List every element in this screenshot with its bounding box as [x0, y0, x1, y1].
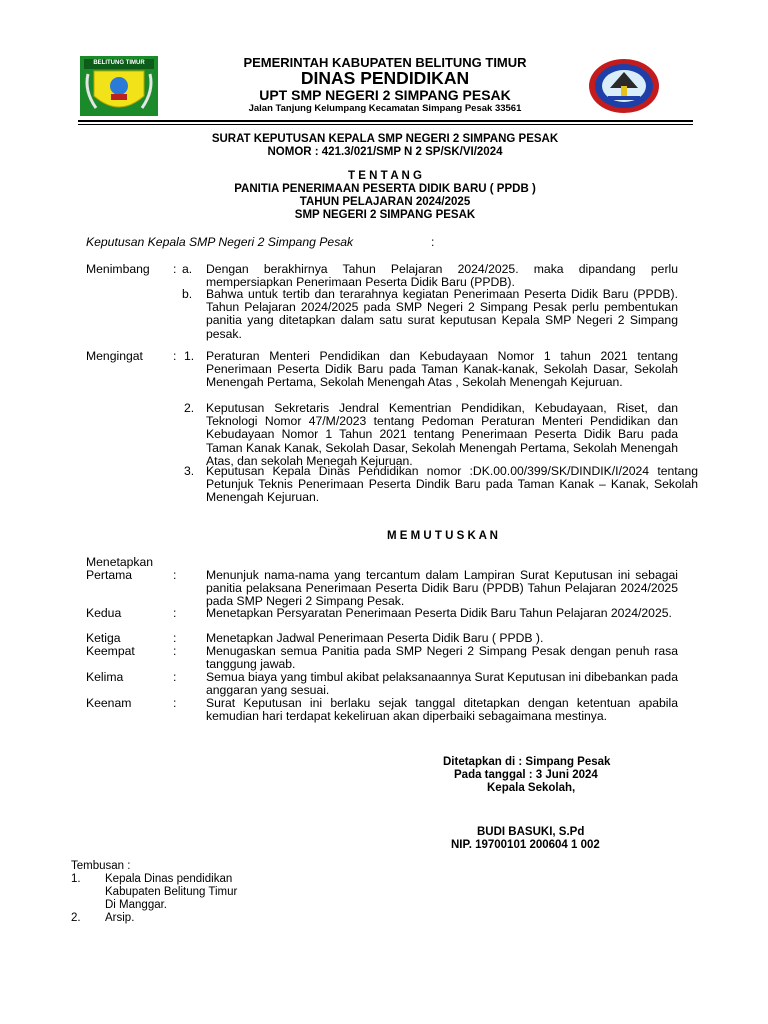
mengingat-1-num: 1. — [184, 349, 195, 363]
letterhead-rule-thin — [78, 124, 693, 125]
tembusan-1-line-2: Kabupaten Belitung Timur — [105, 886, 238, 898]
signature-date: Pada tanggal : 3 Juni 2024 — [454, 769, 598, 781]
intro-text: Keputusan Kepala SMP Negeri 2 Simpang Pesak — [86, 235, 354, 249]
mengingat-label: Mengingat — [86, 349, 143, 363]
kedua-colon: : — [173, 606, 177, 620]
tentang-heading: T E N T A N G — [348, 170, 422, 182]
pertama-text: Menunjuk nama-nama yang tercantum dalam Lampiran Surat Keputusan ini sebagai panitia pelaksana Penerimaan Peserta Didik Baru (PPDB) Tahun Pelajaran 2024/2025 pada SMP Negeri 2 Simpang Pesak. — [206, 568, 678, 609]
menimbang-colon: : — [173, 262, 177, 276]
pertama-label: Pertama — [86, 568, 133, 582]
signature-name: BUDI BASUKI, S.Pd — [477, 826, 585, 838]
tembusan-1-line-3: Di Manggar. — [105, 899, 168, 911]
keenam-label: Keenam — [86, 696, 132, 710]
subject-line-3: SMP NEGERI 2 SIMPANG PESAK — [294, 209, 476, 221]
keempat-label: Keempat — [86, 644, 135, 658]
mengingat-2-num: 2. — [184, 401, 195, 415]
letterhead-address: Jalan Tanjung Kelumpang Kecamatan Simpang Pesak 33561 — [248, 103, 522, 114]
ketiga-colon: : — [173, 631, 177, 645]
kedua-label: Kedua — [86, 606, 122, 620]
tembusan-2-num: 2. — [71, 912, 81, 924]
menimbang-b-text: Bahwa untuk tertib dan terarahnya kegiatan Penerimaan Peserta Didik Baru (PPDB). Tahun Pelajaran 2024/2025 pada SMP Negeri 2 Simpang Pesak perlu pembentukan panitia yang ditetapkan dalam satu surat keputusan Kepala SMP Negeri 2 Simpang pesak. — [206, 287, 678, 341]
mengingat-3-text: Keputusan Kepala Dinas Pendidikan nomor :DK.00.00/399/SK/DINDIK/I/2024 tentang Petunjuk Teknis Penerimaan Peserta Dindik Baru pada Taman Kanak – Kanak, Sekolah Menengah Kejuruan. — [206, 464, 698, 505]
ketiga-label: Ketiga — [86, 631, 121, 645]
keempat-colon: : — [173, 644, 177, 658]
tembusan-1-line-1: Kepala Dinas pendidikan — [105, 873, 233, 885]
subject-line-1: PANITIA PENERIMAAN PESERTA DIDIK BARU ( PPDB ) — [234, 183, 536, 195]
mengingat-3-num: 3. — [184, 464, 195, 478]
tembusan-label: Tembusan : — [71, 860, 131, 872]
menimbang-a-text: Dengan berakhirnya Tahun Pelajaran 2024/2025. maka dipandang perlu mempersiapkan Penerimaan Peserta Didik Baru (PPDB). — [206, 262, 678, 290]
left-logo-text: BELITUNG TIMUR — [93, 60, 145, 66]
menimbang-label: Menimbang — [86, 262, 150, 276]
left-logo — [80, 56, 158, 116]
ketiga-text: Menetapkan Jadwal Penerimaan Peserta Didik Baru ( PPDB ). — [206, 631, 544, 645]
pertama-colon: : — [173, 568, 177, 582]
keenam-text: Surat Keputusan ini berlaku sejak tanggal ditetapkan dengan ketentuan apabila kemudian hari terdapat kekeliruan akan diperbaiki sebagaimana mestinya. — [206, 696, 678, 724]
tembusan-2-line-1: Arsip. — [105, 912, 135, 924]
mengingat-colon: : — [173, 349, 177, 363]
intro-colon: : — [431, 235, 435, 249]
decree-title: SURAT KEPUTUSAN KEPALA SMP NEGERI 2 SIMPANG PESAK — [211, 133, 559, 145]
mengingat-2-text: Keputusan Sekretaris Jendral Kementrian Pendidikan, Kebudayaan, Riset, dan Teknologi Nomor 47/M/2023 tentang Pedoman Peraturan Menteri Pendidikan dan Kebudayaan Nomor 1 Tahun 2021 tentang Penerimaan Peserta Didik Baru pada Taman Kanak Kanak, Sekolah Dasar, Sekolah Menengah Pertama, Sekolah Menengah Atas, dan sekolah Menegah Kejuruan. — [206, 401, 678, 468]
kelima-colon: : — [173, 670, 177, 684]
keenam-colon: : — [173, 696, 177, 710]
menimbang-b-num: b. — [182, 287, 193, 301]
decree-number: NOMOR : 421.3/021/SMP N 2 SP/SK/VI/2024 — [267, 146, 503, 158]
mengingat-1-text: Peraturan Menteri Pendidikan dan Kebudayaan Nomor 1 tahun 2021 tentang Penerimaan Peserta Didik Baru pada Taman Kanak-kanak, Sekolah Dasar, Sekolah Menengah Pertama, Sekolah Menengah Atas , Sekolah Menengah Kejuruan. — [206, 349, 678, 390]
signature-nip: NIP. 19700101 200604 1 002 — [451, 839, 600, 851]
kedua-text: Menetapkan Persyaratan Penerimaan Peserta Didik Baru Tahun Pelajaran 2024/2025. — [206, 606, 672, 620]
kelima-text: Semua biaya yang timbul akibat pelaksanaannya Surat Keputusan ini dibebankan pada anggaran yang sesuai. — [206, 670, 678, 698]
signature-role: Kepala Sekolah, — [487, 782, 576, 794]
tembusan-1-num: 1. — [71, 873, 81, 885]
letterhead-rule-thick — [78, 120, 693, 122]
letterhead-department: DINAS PENDIDIKAN — [300, 68, 470, 88]
letterhead-school: UPT SMP NEGERI 2 SIMPANG PESAK — [259, 87, 511, 103]
signature-place: Ditetapkan di : Simpang Pesak — [443, 756, 611, 768]
menimbang-a-num: a. — [182, 262, 193, 276]
subject-line-2: TAHUN PELAJARAN 2024/2025 — [299, 196, 471, 208]
kelima-label: Kelima — [86, 670, 124, 684]
memutuskan-heading: M E M U T U S K A N — [387, 530, 498, 542]
letterhead-government: PEMERINTAH KABUPATEN BELITUNG TIMUR — [243, 55, 527, 70]
keempat-text: Menugaskan semua Panitia pada SMP Negeri 2 Simpang Pesak dengan penuh rasa tanggung jawab. — [206, 644, 678, 672]
menetapkan-label: Menetapkan — [86, 555, 154, 569]
